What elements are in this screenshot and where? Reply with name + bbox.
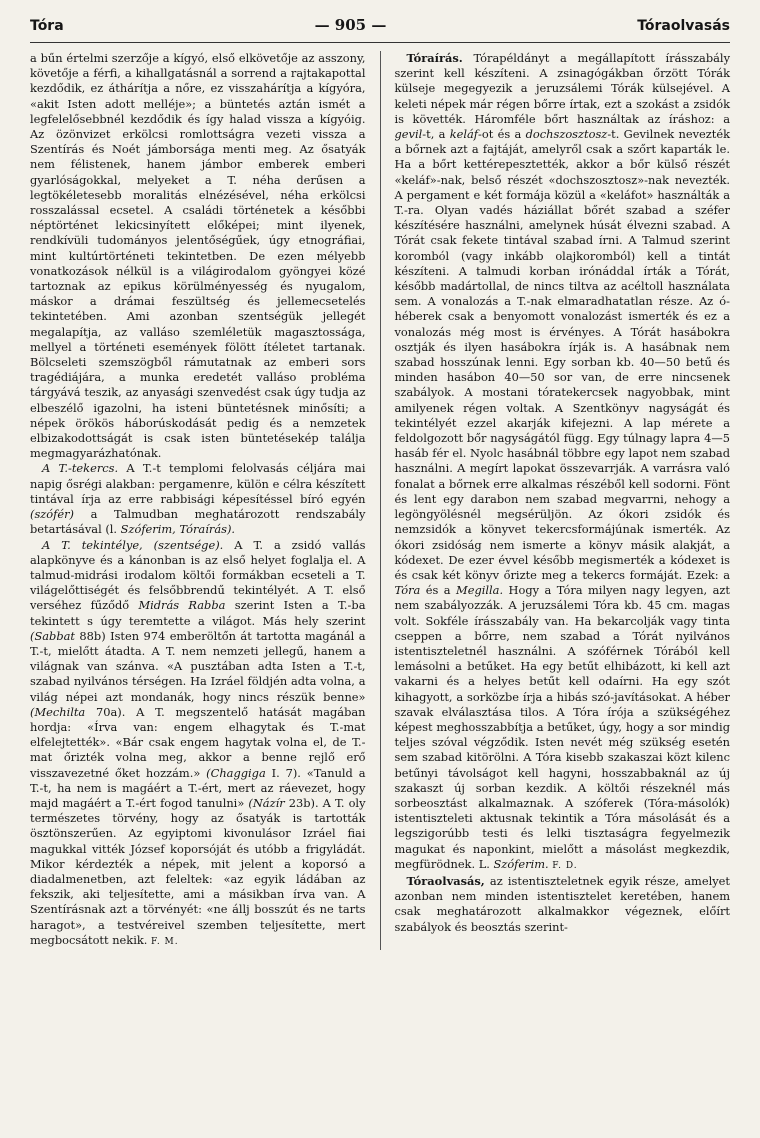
- paragraph-torah-scroll: A T.-tekercs. A T.-t templomi felolvasás céljára mai napig ősrégi alakban: pergamenre, külön e célra készített tintával írja az erre rabbisági képesítéssel bíró egyén (szófér) a Talmudban meghatározott rendszabály betartásával (l. Szóferim, Tóraírás).: [30, 461, 366, 537]
- paragraph-torah-authority: A T. tekintélye, (szentsége). A T. a zsidó vallás alapkönyve és a kánonban is az első helyet foglalja el. A talmud-midrási irodalom költői formákban ecseteli a T. világelőttiségét és felsőbbrendű tekintélyét. A T. első verséhez fűződő Midrás Rabba szerint Isten a T.-ba tekintett s úgy teremtette a világot. Más hely szerint (Sabbat 88b) Isten 974 emberöltőn át tartotta magánál a T.-t, mielőtt átadta. A T. nem nemzeti jellegű, hanem a világnak van szánva. «A pusztában adta Isten a T.-t, szabad nyilvános térségen. Ha Izráel földjén adta volna, a világ népei azt mondanák, hogy nincs részük benne» (Mechilta 70a). A T. megszentelő hatását magában hordja: «Írva van: engem elhagytak és T.-mat elfelejtették». «Bár csak engem hagytak volna el, de T.-mat őrizték volna meg, akkor a benne rejlő erő visszavezetné őket hozzám.» (Chaggiga I. 7). «Tanuld a T.-t, ha nem is magáért a T.-ért, mert az ráevezet, hogy majd magáért a T.-ért fogod tanulni» (Názír 23b). A T. oly természetes törvény, hogy az ősatyák is tartották ösztönszerűen. Az egyiptomi kivonulásor Izráel fiai magukkal vitték József koporsóját és utóbb a frigyládát. Mikor kérdezték a népek, mit jelent a koporsó a diadalmenetben, azt feleltek: «az egyik ládában az fekszik, aki teljesítette, ami a másikban írva van. A Szentírásnak azt a törvényét: «ne állj bosszút és ne tarts haragot», a testvéreivel szemben teljesítette, mert megbocsátott nekik. F. M.: [30, 537, 366, 947]
- paragraph-torah-reading: Tóraolvasás, az istentiszteletnek egyik része, amelyet azonban nem minden istentisztelet keretében, hanem csak meghatározott alkalmakkor végeznek, előírt szabályok és beosztás szerint-: [394, 873, 730, 934]
- header-left-title: Tóra: [30, 18, 64, 34]
- header-right-title: Tóraolvasás: [637, 18, 730, 34]
- column-divider: [380, 51, 381, 950]
- paragraph-creation-story: a bűn értelmi szerzője a kígyó, első elkövetője az asszony, követője a férfi, a kihallgatásnál a sorrend a rajtakapottal kezdődik, ez áthárítja a nőre, ez visszahárítja a kígyóra, «akit Isten adott melléje»; a büntetés aztán ismét a legfelelősebbnél kezdődik és így halad vissza a kígyóig. Az özönvizet erkölcsi romlottságra vezeti vissza a Szentírás és Noét jámborsága menti meg. Az ősatyák nem félistenek, hanem jámbor emberek emberi gyarlóságokkal, melyeket a T. néha derűsen a legtökéletesebb moralitás elnézésével, néha erkölcsi rosszalással ecsetel. A családi történetek a későbbi néptörténet lekicsinyített előképei; mint ilyenek, rendkívüli tudományos jelentőségűek, úgy etnográfiai, mint kultúrtörténeti tekintetben. De ezen mélyebb vonatkozások nélkül is a világirodalom gyöngyei közé tartoznak az epikus körülményesség és nyugalom, máskor a drámai feszültség és jellemecsetelés tekintetében. Ami azonban szentségük jellegét megalapítja, az valláso szemléletük magasztossága, mellyel a történeti események fölött ítéletet tartanak. Bölcseleti szemszögből rámutatnak az emberi sors tragédiájára, a munka eredetét valláso probléma tárgyává teszik, az anyasági szenvedést csak úgy tudja az elbeszélő igazolni, ha isteni büntetésnek minősíti; a népek örökös háborúskodását pedig és a nemzetek elbizakodottságát is csak isten büntetésekép találja megmagyarázhatónak.: [30, 51, 366, 461]
- page-number: — 905 —: [314, 16, 387, 34]
- right-column: [395, 51, 731, 950]
- entry-heading: Tóraírás.: [406, 51, 463, 65]
- left-column: [30, 51, 366, 950]
- entry-heading: Tóraolvasás,: [406, 873, 485, 888]
- paragraph-torah-writing: Tóraírás. Tórapéldányt a megállapított írásszabály szerint kell készíteni. A zsinagógákban őrzött Tórák külseje megegyezik a jeruzsálemi Tórák külsejével. A keleti népek már régen bőrre írtak, ezt a szokást a zsidók is követték. Háromféle bőrt használtak az íráshoz: a gevil-t, a keláf-ot és a dochszosztosz-t. Gevilnek nevezték a bőrnek azt a fajtáját, amelyről csak a szőrt kaparták le. Ha a bőrt kettérepesztették, akkor a bőr külső részét «keláf»-nak, belső részét «dochszosztosz»-nak nevezték. A pergament e két formája közül a «keláfot» használták a T.-ra. Olyan vadés háziállat bőrét szabad a széfer készítésére használni, amelynek húsát élvezni szabad. A Tórát csak fekete tintával szabad írni. A Talmud szerint koromból (vagy inkább olajkoromból) kell a tintát készíteni. A talmudi korban irónáddal írták a Tórát, később madártollal, de nincs tiltva az acéltoll használata sem. A vonalozás a T.-nak elmaradhatatlan része. Az ó-héberek csak a benyomott vonalozást ismerték és ez a vonalozás még most is érvényes. A Tórát hasábokra osztják és ilyen hasábokra írják is. A hasábnak nem szabad hosszúnak lenni. Egy sorban kb. 40—50 betű és minden hasábon 40—50 sor van, de erre nincsenek szabályok. A mostani tóratekercsek nagyobbak, mint amilyenek régen voltak. A Szentkönyv nagyságát és tekintélyét ezzel akarják kifejezni. A lap mérete a feldolgozott bőr nagyságától függ. Egy túlnagy lapra 4—5 hasáb fér el. Nyolc hasábnál többre egy lapot nem szabad használni. A megírt lapokat összevarrják. A varrásra való fonalat a bőrnek erre alkalmas részéből kell sodorni. Fönt és lent egy darabon nem szabad megvarrni, nehogy a legöngyölésnél megsérüljön. Az ókori zsidók és nemzsidók a könyvet tekercsformájúnak ismerték. Az ókori zsidóság nem ismerte a könyv másik alakját, a kódexet. De ezer évvel később megismerték a kódexet is és csak két könyv őrizte meg a tekercs formáját. Ezek: a Tóra és a Megilla. Hogy a Tóra milyen nagy legyen, azt nem szabályozzák. A jeruzsálemi Tóra kb. 45 cm. magas volt. Sokféle írásszabály van. Ha bekarcolják vagy tinta cseppen a bőrre, nem szabad a Tórát nyilvános istentiszteletnél használni. A szóférnek Tórából kell lemásolni a betűket. Ha egy betűt elhibázott, ki kell azt vakarni és a helyes betűt kell odaírni. Ha egy szót kihagyott, a sorközbe írja a hibás szó-javításokat. A héber szavak elválasztása tilos. A Tóra írója a szükségéhez képest meghosszabbítja a betűket, úgy, hogy a sor mindig teljes szóval végződik. Isten nevét még szükség esetén sem szabad kitörölni. A Tóra kisebb szakaszai közt kilenc betűnyi távolságot kell hagyni, hosszabbaknál az új szakaszt új sorban kezdik. A költői részeknél más sorbeosztást alkalmaznak. A szóferek (Tóra-másolók) istentiszteleti aktusnak tekintik a Tóra másolását és a legszigorúbb testi és lelki tisztaságra fegyelmezik magukat és naponkint, mielőtt a másolást megkezdik, megfürödnek. L. Szóferim. F. D.: [394, 51, 730, 871]
- entry-heading: A T.-tekercs.: [42, 461, 119, 476]
- running-header: [30, 16, 730, 43]
- entry-heading: A T. tekintélye, (szentsége).: [42, 537, 224, 552]
- author-signature: F. M.: [150, 936, 179, 947]
- two-column-body: [30, 51, 730, 950]
- author-signature: F. D.: [552, 860, 578, 871]
